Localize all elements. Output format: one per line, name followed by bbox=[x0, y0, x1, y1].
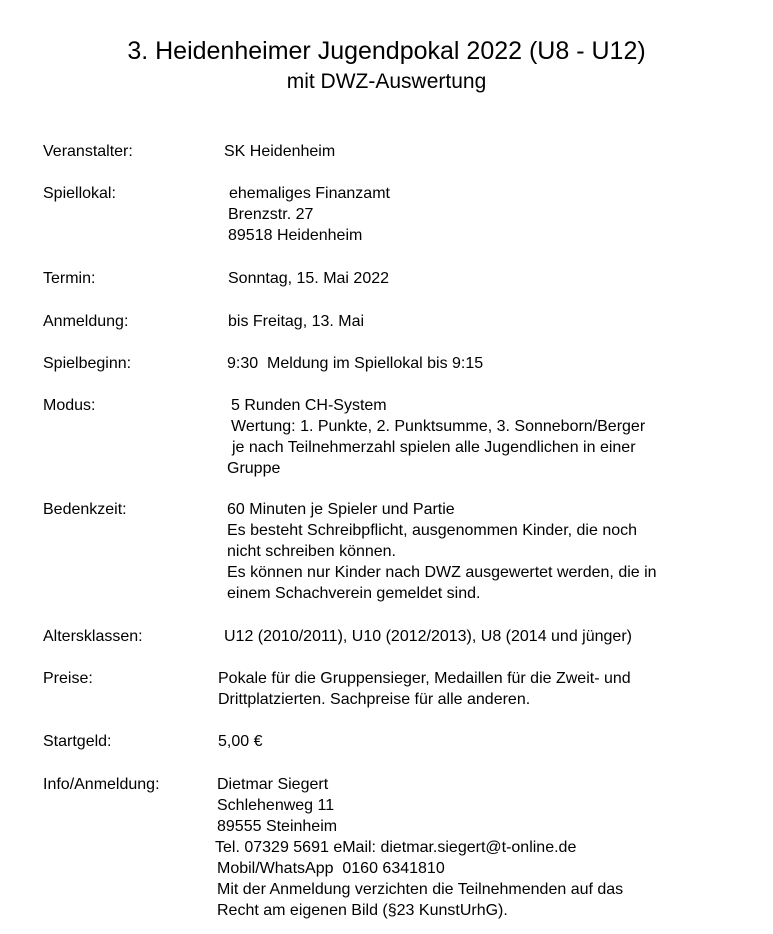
value-line: 89555 Steinheim bbox=[217, 818, 338, 835]
value-line: SK Heidenheim bbox=[224, 143, 336, 160]
section-label-veranstalter: Veranstalter: bbox=[43, 143, 133, 160]
section-label-modus: Modus: bbox=[43, 397, 96, 414]
value-line: Mobil/WhatsApp 0160 6341810 bbox=[217, 860, 445, 877]
value-line: Es besteht Schreibpflicht, ausgenommen Kinder, die noch bbox=[227, 522, 638, 539]
section-value-termin bbox=[228, 268, 389, 289]
value-line: je nach Teilnehmerzahl spielen alle Jugendlichen in einer bbox=[232, 439, 636, 456]
value-line: Recht am eigenen Bild (§23 KunstUrhG). bbox=[217, 902, 508, 919]
section-label-spielbeginn: Spielbeginn: bbox=[43, 355, 132, 372]
section-value-spiellokal bbox=[228, 183, 390, 246]
section-value-veranstalter bbox=[224, 141, 335, 162]
section-value-preise bbox=[218, 668, 631, 710]
value-line: 9:30 Meldung im Spiellokal bis 9:15 bbox=[227, 355, 484, 372]
section-value-spielbeginn bbox=[227, 353, 483, 374]
section-label-preise: Preise: bbox=[43, 670, 93, 687]
section-value-startgeld bbox=[218, 731, 262, 752]
document-subtitle: mit DWZ-Auswertung bbox=[286, 70, 487, 93]
value-line: 89518 Heidenheim bbox=[228, 227, 363, 244]
document-title: 3. Heidenheimer Jugendpokal 2022 (U8 - U12) bbox=[127, 37, 646, 65]
value-line: U12 (2010/2011), U10 (2012/2013), U8 (2014 und jünger) bbox=[224, 628, 632, 645]
value-line: 5 Runden CH-System bbox=[231, 397, 387, 414]
section-value-info-anmeldung bbox=[217, 774, 623, 921]
value-line: Tel. 07329 5691 eMail: dietmar.siegert@t-online.de bbox=[215, 839, 577, 856]
value-line: Mit der Anmeldung verzichten die Teilnehmenden auf das bbox=[217, 881, 624, 898]
value-line: Es können nur Kinder nach DWZ ausgewertet werden, die in bbox=[227, 564, 657, 581]
value-line: Schlehenweg 11 bbox=[217, 797, 335, 814]
value-line: Wertung: 1. Punkte, 2. Punktsumme, 3. Sonneborn/Berger bbox=[231, 418, 646, 435]
value-line: 60 Minuten je Spieler und Partie bbox=[227, 501, 455, 518]
section-label-spiellokal: Spiellokal: bbox=[43, 185, 116, 202]
value-line: Drittplatzierten. Sachpreise für alle anderen. bbox=[218, 691, 531, 708]
section-value-modus bbox=[227, 395, 645, 479]
section-label-anmeldung: Anmeldung: bbox=[43, 313, 129, 330]
value-line: Pokale für die Gruppensieger, Medaillen für die Zweit- und bbox=[218, 670, 631, 687]
value-line: einem Schachverein gemeldet sind. bbox=[227, 585, 481, 602]
section-label-startgeld: Startgeld: bbox=[43, 733, 112, 750]
section-label-bedenkzeit: Bedenkzeit: bbox=[43, 501, 127, 518]
value-line: Sonntag, 15. Mai 2022 bbox=[228, 270, 390, 287]
section-value-bedenkzeit bbox=[227, 499, 657, 604]
section-value-anmeldung bbox=[228, 311, 364, 332]
section-label-info-anmeldung: Info/Anmeldung: bbox=[43, 776, 160, 793]
value-line: Brenzstr. 27 bbox=[228, 206, 314, 223]
value-line: bis Freitag, 13. Mai bbox=[228, 313, 365, 330]
value-line: Gruppe bbox=[227, 460, 281, 477]
value-line: ehemaliges Finanzamt bbox=[229, 185, 390, 202]
section-value-altersklassen bbox=[224, 626, 632, 647]
section-label-altersklassen: Altersklassen: bbox=[43, 628, 143, 645]
value-line: 5,00 € bbox=[218, 733, 263, 750]
value-line: nicht schreiben können. bbox=[227, 543, 396, 560]
value-line: Dietmar Siegert bbox=[217, 776, 329, 793]
section-label-termin: Termin: bbox=[43, 270, 96, 287]
